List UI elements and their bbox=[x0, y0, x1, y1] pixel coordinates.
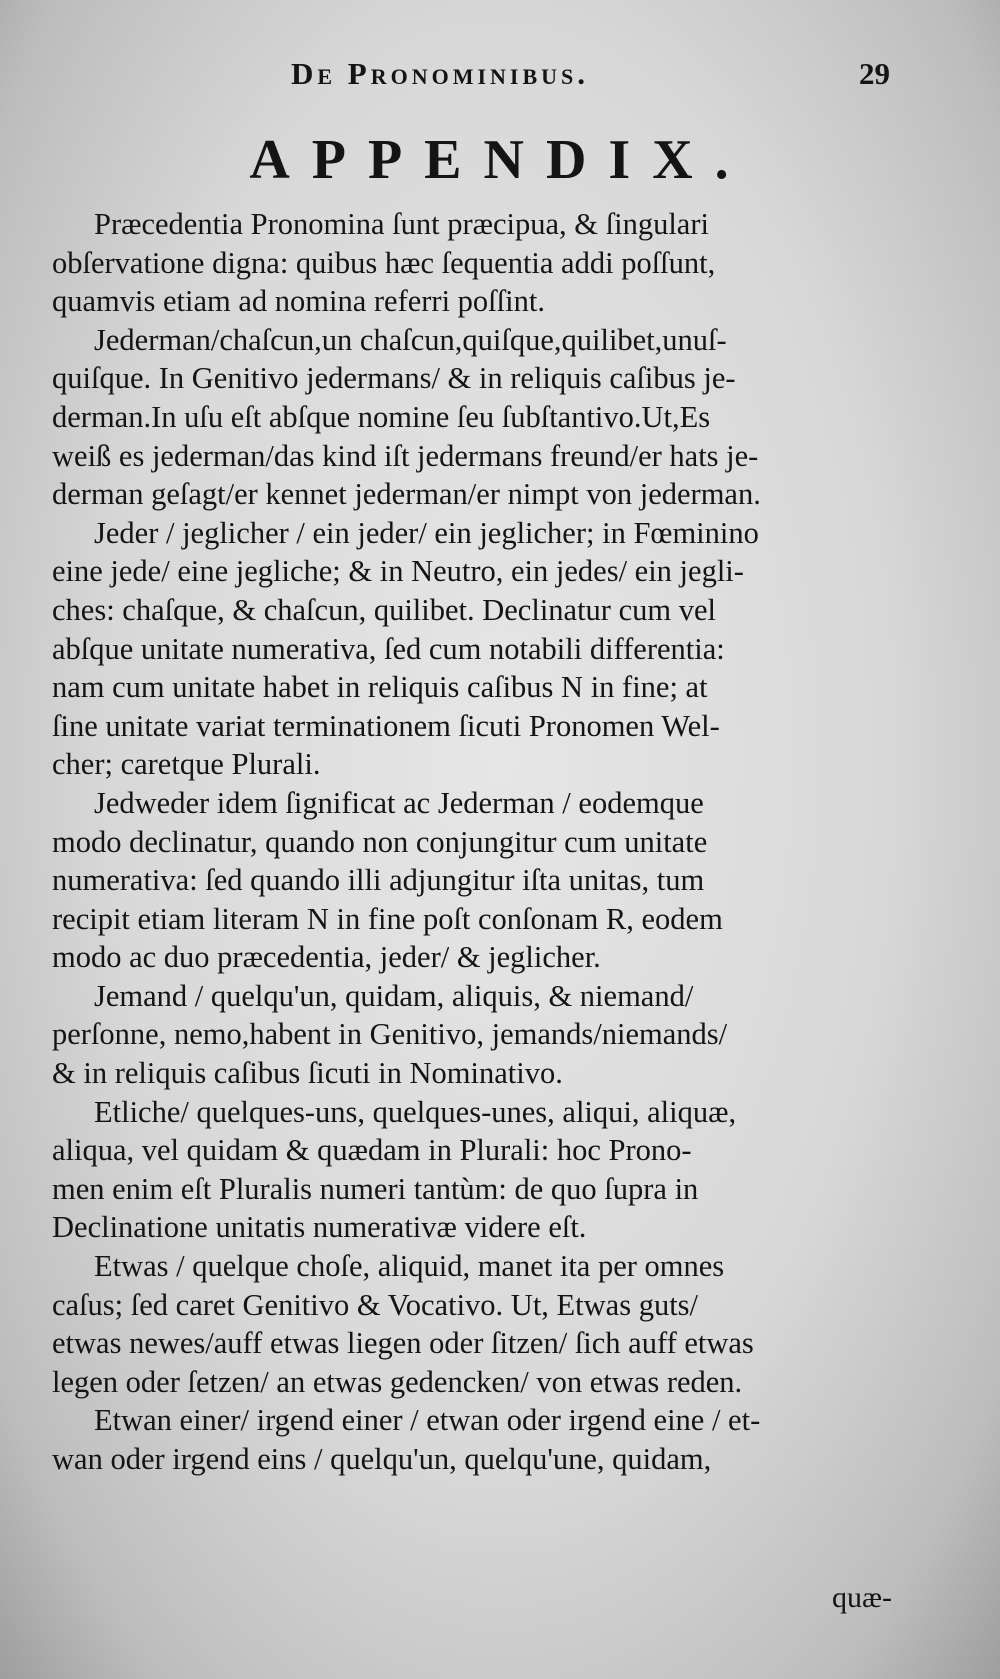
text-line: ches: chaſque, & chaſcun, quilibet. Declinatur cum vel bbox=[52, 592, 716, 627]
text-line: Etwan einer/ irgend einer / etwan oder irgend eine / et- bbox=[94, 1403, 761, 1438]
text-line: Etliche/ quelques-uns, quelques-unes, aliqui, aliquæ, bbox=[94, 1094, 737, 1129]
text-line: obſervatione digna: quibus hæc ſequentia addi poſſunt, bbox=[52, 245, 716, 280]
text-line: quamvis etiam ad nomina referri poſſint. bbox=[52, 284, 545, 319]
text-line: abſque unitate numerativa, ſed cum notabili differentia: bbox=[52, 631, 725, 666]
paragraph bbox=[52, 977, 882, 1093]
text-line: numerativa: ſed quando illi adjungitur iſta unitas, tum bbox=[52, 863, 705, 898]
section-title: APPENDIX. bbox=[249, 129, 751, 191]
catchword: quæ- bbox=[832, 1581, 892, 1614]
text-line: caſus; ſed caret Genitivo & Vocativo. Ut, Etwas guts/ bbox=[52, 1287, 699, 1322]
text-line: modo declinatur, quando non conjungitur cum unitate bbox=[52, 824, 708, 859]
paragraph bbox=[52, 205, 882, 321]
text-line: Præcedentia Pronomina ſunt præcipua, & ſingulari bbox=[94, 207, 709, 241]
text-line: legen oder ſetzen/ an etwas gedencken/ von etwas reden. bbox=[52, 1364, 743, 1399]
text-line: derman geſagt/er kennet jederman/er nimpt von jederman. bbox=[52, 477, 761, 512]
text-line: Jederman/chaſcun,un chaſcun,quiſque,quilibet,unuſ- bbox=[94, 322, 727, 357]
text-line: recipit etiam literam N in fine poſt conſonam R, eodem bbox=[52, 901, 723, 936]
text-line: Declinatione unitatis numerativæ videre eſt. bbox=[52, 1210, 587, 1245]
text-line: derman.In uſu eſt abſque nomine ſeu ſubſtantivo.Ut,Es bbox=[52, 399, 711, 434]
text-line: Jedweder idem ſignificat ac Jederman / eodemque bbox=[94, 785, 704, 820]
text-line: eine jede/ eine jegliche; & in Neutro, ein jedes/ ein jegli- bbox=[52, 554, 744, 589]
running-head: De Pronominibus. bbox=[290, 56, 590, 91]
text-line: Etwas / quelque choſe, aliquid, manet ita per omnes bbox=[94, 1249, 725, 1284]
text-line: perſonne, nemo,habent in Genitivo, jemands/niemands/ bbox=[52, 1017, 728, 1052]
paragraph bbox=[52, 784, 882, 977]
text-line: quiſque. In Genitivo jedermans/ & in reliquis caſibus je- bbox=[52, 361, 736, 396]
paragraph bbox=[52, 1401, 882, 1478]
text-line: etwas newes/auff etwas liegen oder ſitzen/ ſich auff etwas bbox=[52, 1326, 754, 1361]
paragraph bbox=[52, 514, 882, 784]
page-number: 29 bbox=[859, 56, 890, 91]
text-line: & in reliquis caſibus ſicuti in Nominativo. bbox=[52, 1056, 563, 1091]
text-line: men enim eſt Pluralis numeri tantùm: de quo ſupra in bbox=[52, 1171, 699, 1206]
text-line: nam cum unitate habet in reliquis caſibus N in fine; at bbox=[52, 670, 708, 705]
text-line: weiß es jederman/das kind iſt jedermans freund/er hats je- bbox=[52, 438, 759, 473]
text-line: modo ac duo præcedentia, jeder/ & jeglicher. bbox=[52, 940, 601, 975]
text-line: Jeder / jeglicher / ein jeder/ ein jeglicher; in Fœminino bbox=[94, 515, 759, 550]
text-line: aliqua, vel quidam & quædam in Plurali: hoc Prono- bbox=[52, 1133, 692, 1168]
text-line: wan oder irgend eins / quelqu'un, quelqu'une, quidam, bbox=[52, 1442, 712, 1476]
paragraph bbox=[52, 1093, 882, 1247]
body-text bbox=[52, 205, 882, 1479]
text-line: cher; caretque Plurali. bbox=[52, 747, 321, 782]
text-line: ſine unitate variat terminationem ſicuti Pronomen Wel- bbox=[52, 708, 720, 743]
paragraph bbox=[52, 1247, 882, 1401]
paragraph bbox=[52, 321, 882, 514]
text-line: Jemand / quelqu'un, quidam, aliquis, & niemand/ bbox=[94, 978, 694, 1013]
